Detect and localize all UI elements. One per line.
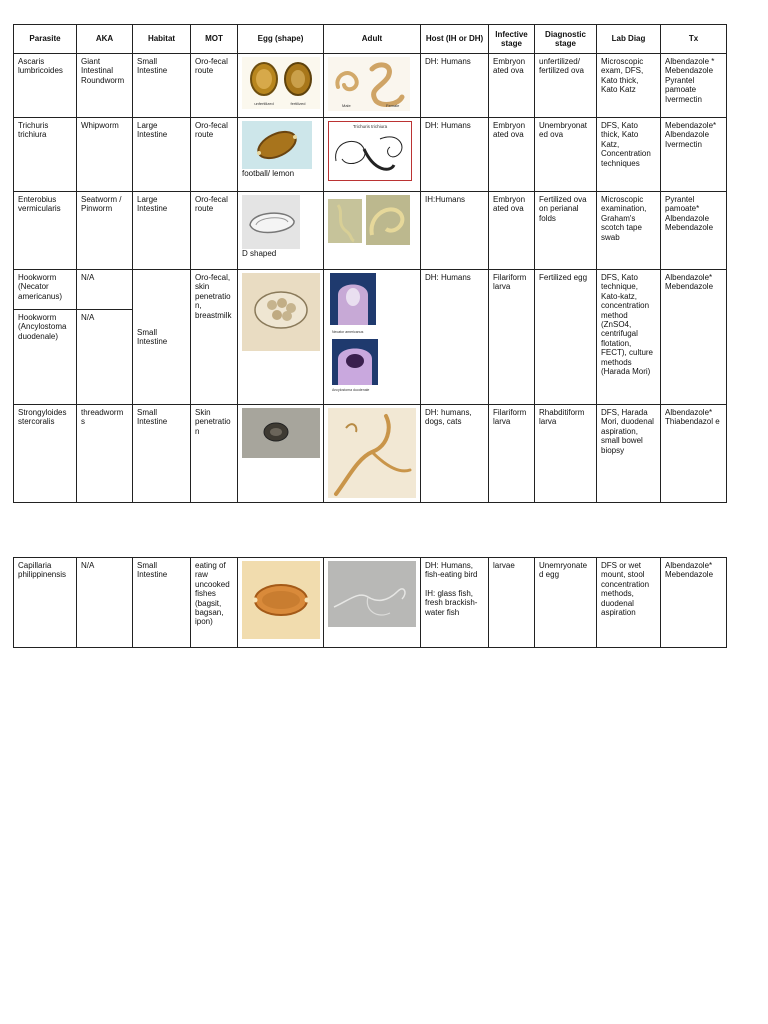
cell-egg bbox=[238, 270, 324, 405]
adult-caption-female: Female bbox=[386, 103, 400, 108]
cell-lab: Microscopic examination, Graham's scotch tape swab bbox=[597, 192, 661, 270]
cell-host: IH:Humans bbox=[421, 192, 489, 270]
hookworm-adult-image bbox=[328, 273, 380, 393]
adult-caption-ancylostoma: Ancylostoma duodenale bbox=[332, 388, 370, 392]
cell-lab: DFS, Kato technique, Kato-katz, concentration method (ZnSO4, centrifugal flotation, FECT), culture methods (Harada Mori) bbox=[597, 270, 661, 405]
header-egg: Egg (shape) bbox=[238, 25, 324, 54]
cell-lab: Microscopic exam, DFS, Kato thick, Kato Katz bbox=[597, 54, 661, 118]
cell-adult bbox=[324, 118, 421, 192]
cell-adult bbox=[324, 54, 421, 118]
cell-egg bbox=[238, 405, 324, 503]
capillaria-adult-image bbox=[328, 561, 416, 627]
strongyloides-egg-image bbox=[242, 408, 320, 458]
table-row-hookworm-necator bbox=[14, 270, 727, 310]
cell-diagnostic: Rhabditiform larva bbox=[535, 405, 597, 503]
cell-habitat: Small Intestine bbox=[133, 270, 191, 405]
cell-parasite: Enterobius vermicularis bbox=[14, 192, 77, 270]
trichuris-adult-image bbox=[328, 121, 412, 181]
cell-habitat: Small Intestine bbox=[133, 405, 191, 503]
cell-mot: Oro-fecal route bbox=[191, 118, 238, 192]
header-mot: MOT bbox=[191, 25, 238, 54]
header-infective: Infective stage bbox=[489, 25, 535, 54]
header-tx: Tx bbox=[661, 25, 727, 54]
trichuris-egg-image bbox=[242, 121, 312, 169]
header-host: Host (IH or DH) bbox=[421, 25, 489, 54]
cell-egg bbox=[238, 118, 324, 192]
cell-egg bbox=[238, 192, 324, 270]
table-row-trichuris bbox=[14, 118, 727, 192]
enterobius-adult-image bbox=[328, 195, 410, 247]
cell-host: DH: Humans bbox=[421, 54, 489, 118]
cell-diagnostic: Unembryonat ed ova bbox=[535, 118, 597, 192]
table-row-capillaria bbox=[14, 558, 727, 648]
header-lab: Lab Diag bbox=[597, 25, 661, 54]
cell-infective: Embryon ated ova bbox=[489, 118, 535, 192]
cell-parasite: Trichuris trichiura bbox=[14, 118, 77, 192]
cell-parasite: Hookworm (Necator americanus) bbox=[14, 270, 77, 310]
cell-parasite: Ascaris lumbricoides bbox=[14, 54, 77, 118]
cell-infective: Embryon ated ova bbox=[489, 192, 535, 270]
cell-infective: Filariform larva bbox=[489, 405, 535, 503]
cell-host: DH: Humans bbox=[421, 118, 489, 192]
adult-caption-male: Male bbox=[342, 103, 351, 108]
cell-mot: Skin penetratio n bbox=[191, 405, 238, 503]
cell-tx: Albendazole * Mebendazole Pyrantel pamoate Ivermectin bbox=[661, 54, 727, 118]
cell-infective: Embryon ated ova bbox=[489, 54, 535, 118]
cell-tx: Mebendazole* Albendazole Ivermectin bbox=[661, 118, 727, 192]
cell-habitat: Small Intestine bbox=[133, 558, 191, 648]
capillaria-table bbox=[13, 557, 727, 648]
cell-adult bbox=[324, 192, 421, 270]
cell-habitat: Large Intestine bbox=[133, 118, 191, 192]
cell-infective: larvae bbox=[489, 558, 535, 648]
cell-adult bbox=[324, 405, 421, 503]
host-dh: DH: Humans, fish-eating bird bbox=[425, 561, 478, 580]
cell-parasite: Hookworm (Ancylostoma duodenale) bbox=[14, 310, 77, 405]
table-row-enterobius bbox=[14, 192, 727, 270]
cell-aka: N/A bbox=[77, 558, 133, 648]
cell-aka: N/A bbox=[77, 310, 133, 405]
cell-diagnostic: unfertilized/ fertilized ova bbox=[535, 54, 597, 118]
cell-egg bbox=[238, 54, 324, 118]
egg-shape-caption: football/ lemon bbox=[242, 169, 295, 178]
cell-aka: threadworm s bbox=[77, 405, 133, 503]
cell-mot: eating of raw uncooked fishes (bagsit, bagsan, ipon) bbox=[191, 558, 238, 648]
header-habitat: Habitat bbox=[133, 25, 191, 54]
cell-host: DH: Humans bbox=[421, 270, 489, 405]
cell-habitat: Large Intestine bbox=[133, 192, 191, 270]
capillaria-egg-image bbox=[242, 561, 320, 639]
cell-aka: N/A bbox=[77, 270, 133, 310]
cell-mot: Oro-fecal route bbox=[191, 54, 238, 118]
ascaris-adult-image bbox=[328, 57, 410, 111]
cell-aka: Giant Intestinal Roundworm bbox=[77, 54, 133, 118]
cell-adult bbox=[324, 558, 421, 648]
enterobius-egg-image bbox=[242, 195, 300, 249]
cell-infective: Filariform larva bbox=[489, 270, 535, 405]
cell-lab: DFS, Harada Mori, duodenal aspiration, small bowel biopsy bbox=[597, 405, 661, 503]
cell-tx: Albendazole* Mebendazole bbox=[661, 558, 727, 648]
cell-tx: Albendazole* Mebendazole bbox=[661, 270, 727, 405]
cell-parasite: Capillaria philippinensis bbox=[14, 558, 77, 648]
cell-tx: Albendazole* Thiabendazol e bbox=[661, 405, 727, 503]
cell-tx: Pyrantel pamoate* Albendazole Mebendazole bbox=[661, 192, 727, 270]
cell-host: DH: humans, dogs, cats bbox=[421, 405, 489, 503]
egg-shape-caption: D shaped bbox=[242, 249, 277, 258]
header-row bbox=[14, 25, 727, 54]
egg-caption-left: unfertilized bbox=[254, 101, 274, 106]
parasite-table bbox=[13, 24, 727, 503]
cell-habitat: Small Intestine bbox=[133, 54, 191, 118]
adult-caption-necator: Necator americanus bbox=[332, 330, 364, 334]
cell-adult bbox=[324, 270, 421, 405]
strongyloides-adult-image bbox=[328, 408, 416, 498]
cell-egg bbox=[238, 558, 324, 648]
header-aka: AKA bbox=[77, 25, 133, 54]
header-adult: Adult bbox=[324, 25, 421, 54]
cell-diagnostic: Unemryonate d egg bbox=[535, 558, 597, 648]
cell-diagnostic: Fertilized egg bbox=[535, 270, 597, 405]
cell-mot: Oro-fecal, skin penetratio n, breastmilk bbox=[191, 270, 238, 405]
cell-host bbox=[421, 558, 489, 648]
hookworm-egg-image bbox=[242, 273, 320, 351]
host-ih: IH: glass fish, fresh brackish-water fish bbox=[425, 588, 478, 617]
table-row-strongyloides bbox=[14, 405, 727, 503]
header-parasite: Parasite bbox=[14, 25, 77, 54]
cell-lab: DFS, Kato thick, Kato Katz, Concentration techniques bbox=[597, 118, 661, 192]
cell-mot: Oro-fecal route bbox=[191, 192, 238, 270]
cell-aka: Seatworm / Pinworm bbox=[77, 192, 133, 270]
cell-parasite: Strongyloides stercoralis bbox=[14, 405, 77, 503]
cell-aka: Whipworm bbox=[77, 118, 133, 192]
table-row-ascaris bbox=[14, 54, 727, 118]
ascaris-egg-image bbox=[242, 57, 320, 109]
header-diagnostic: Diagnostic stage bbox=[535, 25, 597, 54]
adult-title: Trichuris trichiura bbox=[352, 124, 388, 129]
cell-diagnostic: Fertilized ova on perianal folds bbox=[535, 192, 597, 270]
egg-caption-right: fertilized bbox=[290, 101, 306, 106]
cell-lab: DFS or wet mount, stool concentration methods, duodenal aspiration bbox=[597, 558, 661, 648]
